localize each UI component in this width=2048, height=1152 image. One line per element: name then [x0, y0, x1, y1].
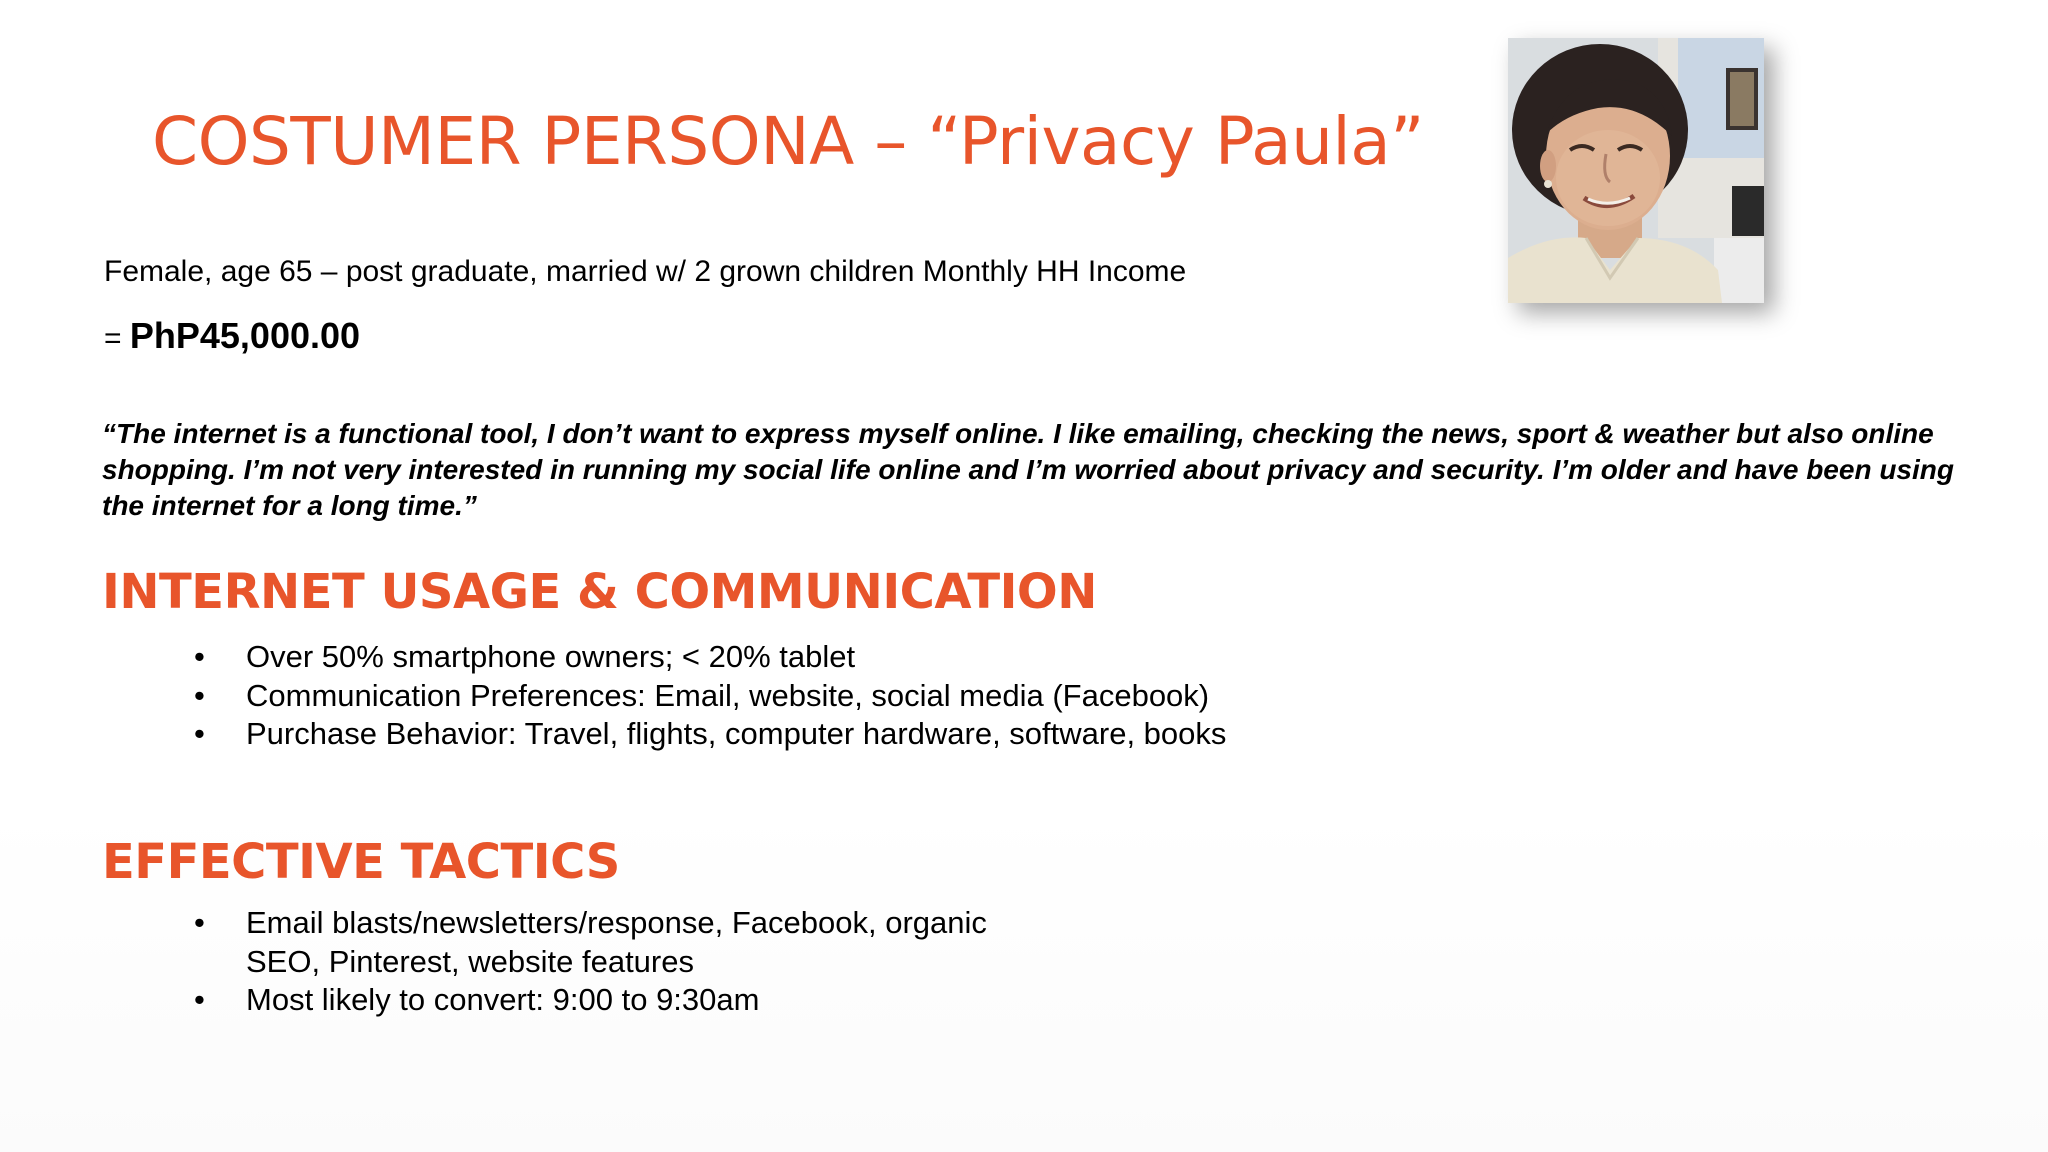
- list-item-text: Purchase Behavior: Travel, flights, computer hardware, software, books: [246, 716, 1227, 751]
- income-amount: PhP45,000.00: [129, 315, 361, 356]
- bullet-icon: •: [194, 982, 205, 1017]
- persona-demographics: Female, age 65 – post graduate, married w/ 2 grown children Monthly HH Income: [104, 255, 1187, 288]
- persona-photo: [1508, 38, 1764, 303]
- effective-tactics-list: [194, 904, 1054, 1020]
- list-item: [194, 638, 1226, 677]
- bullet-icon: •: [194, 905, 205, 940]
- bullet-icon: •: [194, 677, 205, 713]
- list-item: [194, 715, 1226, 754]
- persona-income: [104, 314, 360, 361]
- effective-tactics-heading: EFFECTIVE TACTICS: [102, 834, 620, 890]
- list-item-text: Most likely to convert: 9:00 to 9:30am: [246, 982, 760, 1017]
- list-item-text: Over 50% smartphone owners; < 20% tablet: [246, 639, 856, 674]
- persona-quote: “The internet is a functional tool, I don’t want to express myself online. I like emailing, checking the news, sport & weather but also online shopping. I’m not very interested in running my social life online and I’m worried about privacy and security. I’m older and have been using the internet for a long time.”: [102, 418, 1954, 521]
- list-item-text: Communication Preferences: Email, website, social media (Facebook): [246, 677, 1210, 713]
- internet-usage-heading: INTERNET USAGE & COMMUNICATION: [102, 564, 1097, 620]
- list-item: [194, 904, 1054, 981]
- list-item: [194, 981, 1054, 1020]
- slide-title: COSTUMER PERSONA – “Privacy Paula”: [152, 103, 1424, 180]
- bullet-icon: •: [194, 716, 205, 751]
- internet-usage-list: [194, 638, 1226, 754]
- list-item: [194, 677, 1226, 716]
- income-prefix: =: [104, 322, 130, 355]
- bullet-icon: •: [194, 639, 205, 674]
- list-item-text: Email blasts/newsletters/response, Facebook, organic SEO, Pinterest, website features: [246, 905, 987, 979]
